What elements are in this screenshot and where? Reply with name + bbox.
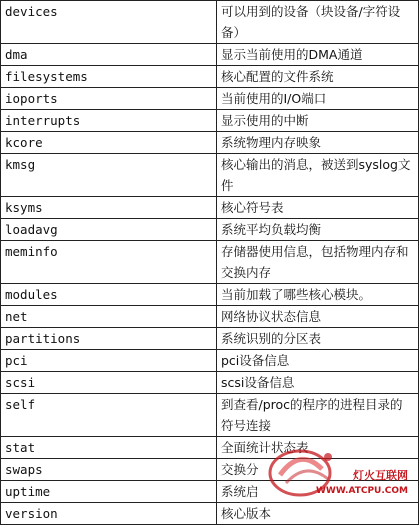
file-name-cell: modules <box>1 284 217 306</box>
table-row <box>1 350 419 372</box>
table-row <box>1 284 419 306</box>
description-cell: 当前加载了哪些核心模块。 <box>217 284 419 306</box>
file-name-cell: ioports <box>1 88 217 110</box>
table-row <box>1 481 419 503</box>
file-name-cell: net <box>1 306 217 328</box>
table-row <box>1 394 419 437</box>
description-cell: 核心输出的消息，被送到syslog文件 <box>217 154 419 197</box>
file-name-cell: interrupts <box>1 110 217 132</box>
file-name-cell: pci <box>1 350 217 372</box>
file-name-cell: loadavg <box>1 219 217 241</box>
table-row <box>1 1 419 44</box>
description-cell: pci设备信息 <box>217 350 419 372</box>
description-cell: 核心配置的文件系统 <box>217 66 419 88</box>
table-row <box>1 459 419 481</box>
description-cell: 可以用到的设备（块设备/字符设备） <box>217 1 419 44</box>
description-cell: 交换分 <box>217 459 419 481</box>
table-row <box>1 241 419 284</box>
file-name-cell: stat <box>1 437 217 459</box>
file-name-cell: scsi <box>1 372 217 394</box>
table-row <box>1 88 419 110</box>
description-cell: 到查看/proc的程序的进程目录的符号连接 <box>217 394 419 437</box>
table-row <box>1 372 419 394</box>
file-name-cell: kmsg <box>1 154 217 197</box>
file-name-cell: partitions <box>1 328 217 350</box>
description-cell: 当前使用的I/O端口 <box>217 88 419 110</box>
description-cell: 核心版本 <box>217 503 419 525</box>
file-name-cell: kcore <box>1 132 217 154</box>
table-row <box>1 437 419 459</box>
table-row <box>1 503 419 525</box>
table-row <box>1 219 419 241</box>
table-row <box>1 154 419 197</box>
file-name-cell: version <box>1 503 217 525</box>
file-name-cell: dma <box>1 44 217 66</box>
file-name-cell: self <box>1 394 217 437</box>
description-cell: 核心符号表 <box>217 197 419 219</box>
description-cell: scsi设备信息 <box>217 372 419 394</box>
table-row <box>1 197 419 219</box>
table-row <box>1 44 419 66</box>
file-name-cell: uptime <box>1 481 217 503</box>
file-name-cell: filesystems <box>1 66 217 88</box>
description-cell: 显示当前使用的DMA通道 <box>217 44 419 66</box>
watermark-url: WWW.ATCPU.COM <box>315 486 408 496</box>
file-name-cell: meminfo <box>1 241 217 284</box>
watermark-name: 灯火互联网 <box>353 469 408 482</box>
description-cell: 显示使用的中断 <box>217 110 419 132</box>
table-row <box>1 306 419 328</box>
description-cell: 系统启 <box>217 481 419 503</box>
description-cell: 存储器使用信息，包括物理内存和交换内存 <box>217 241 419 284</box>
file-name-cell: swaps <box>1 459 217 481</box>
file-name-cell: ksyms <box>1 197 217 219</box>
description-cell: 系统识别的分区表 <box>217 328 419 350</box>
description-cell: 系统平均负载均衡 <box>217 219 419 241</box>
description-cell: 网络协议状态信息 <box>217 306 419 328</box>
description-cell: 全面统计状态表 <box>217 437 419 459</box>
table-row <box>1 66 419 88</box>
description-cell: 系统物理内存映象 <box>217 132 419 154</box>
table-row <box>1 132 419 154</box>
file-name-cell: devices <box>1 1 217 44</box>
table-body <box>1 1 419 525</box>
table-row <box>1 110 419 132</box>
table-row <box>1 328 419 350</box>
